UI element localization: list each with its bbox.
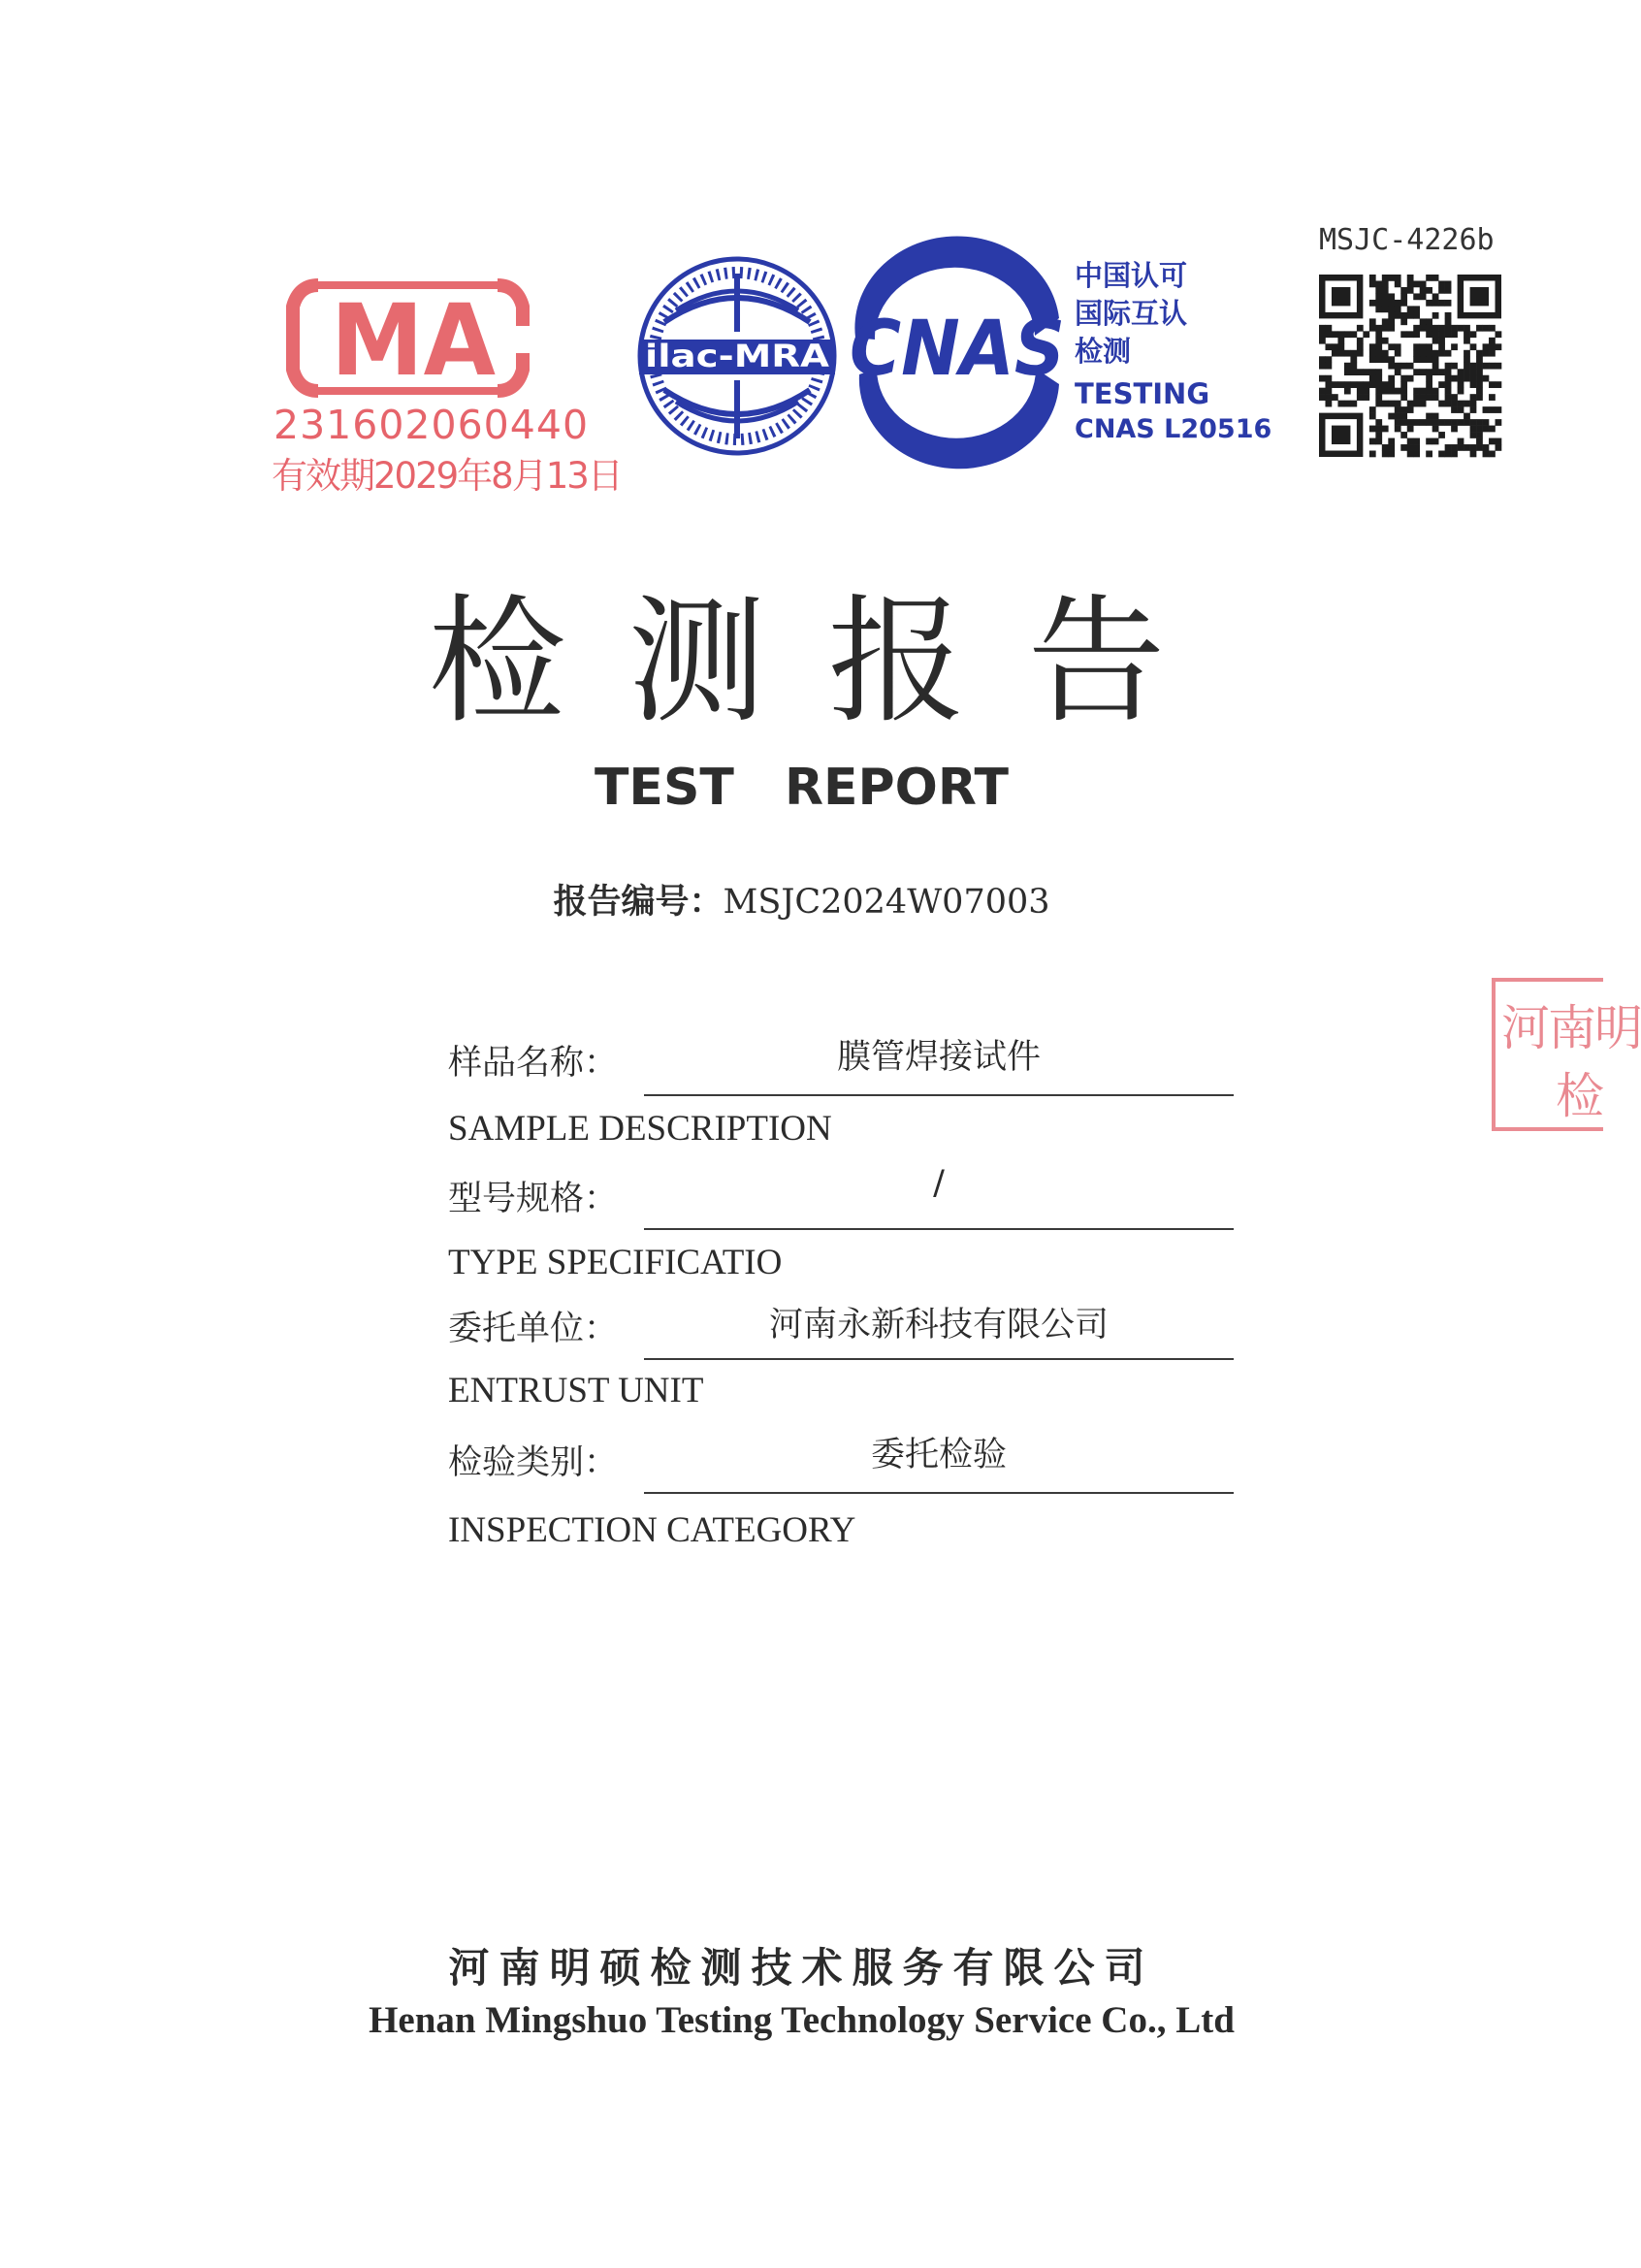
- field-underline: [644, 1094, 1234, 1096]
- ilac-text: ilac-MRA: [645, 338, 830, 374]
- field-underline: [644, 1228, 1234, 1230]
- cnas-letters: CNAS: [850, 306, 1065, 393]
- side-stamp-line: 河南明: [1501, 1000, 1641, 1056]
- field-label: 检验类别：: [448, 1443, 619, 1482]
- field-label-en: SAMPLE DESCRIPTION: [448, 1109, 832, 1149]
- report-number-value: MSJC2024W07003: [723, 883, 1050, 922]
- ilac-mra-logo: [635, 254, 839, 458]
- cma-valid-date: 有效期2029年8月13日: [272, 455, 622, 497]
- cnas-zh-line: 检测: [1075, 335, 1132, 368]
- cma-letters: MA: [331, 283, 497, 399]
- report-number-label: 报告编号：: [553, 883, 724, 922]
- cnas-chinese-text: [1075, 257, 1220, 371]
- field-underline: [644, 1358, 1234, 1360]
- qr-code-icon[interactable]: [1319, 275, 1501, 463]
- company-name-zh: 河南明硕检测技术服务有限公司: [448, 1944, 1155, 1992]
- report-title-zh: 检测报告: [428, 582, 1228, 742]
- document-code: MSJC-4226b: [1319, 223, 1495, 257]
- cnas-zh-line: 国际互认: [1075, 297, 1188, 330]
- field-label-en: ENTRUST UNIT: [448, 1371, 704, 1410]
- cma-stamp: [272, 264, 622, 502]
- cnas-code: CNAS L20516: [1075, 414, 1272, 444]
- field-label-en: INSPECTION CATEGORY: [448, 1510, 856, 1550]
- side-stamp: [1492, 978, 1641, 1131]
- field-value: 河南永新科技有限公司: [768, 1306, 1109, 1345]
- report-title-en: TEST REPORT: [594, 759, 1010, 817]
- field-value: /: [933, 1164, 945, 1203]
- side-stamp-line: 检: [1556, 1068, 1604, 1124]
- field-label-en: TYPE SPECIFICATIO: [448, 1243, 783, 1282]
- cma-number: 231602060440: [274, 402, 590, 448]
- field-label: 委托单位：: [448, 1310, 619, 1348]
- field-label: 型号规格：: [448, 1180, 619, 1218]
- report-number: [0, 875, 1603, 923]
- cnas-logo: [846, 260, 1069, 442]
- field-value: 膜管焊接试件: [836, 1038, 1041, 1077]
- company-name-en: Henan Mingshuo Testing Technology Service Co., Ltd: [369, 1999, 1235, 2041]
- cnas-testing-label: TESTING: [1075, 377, 1210, 410]
- field-underline: [644, 1492, 1234, 1494]
- field-label: 样品名称：: [448, 1044, 619, 1083]
- cnas-zh-line: 中国认可: [1075, 259, 1188, 292]
- cma-logo: [279, 268, 536, 408]
- field-value: 委托检验: [870, 1436, 1007, 1474]
